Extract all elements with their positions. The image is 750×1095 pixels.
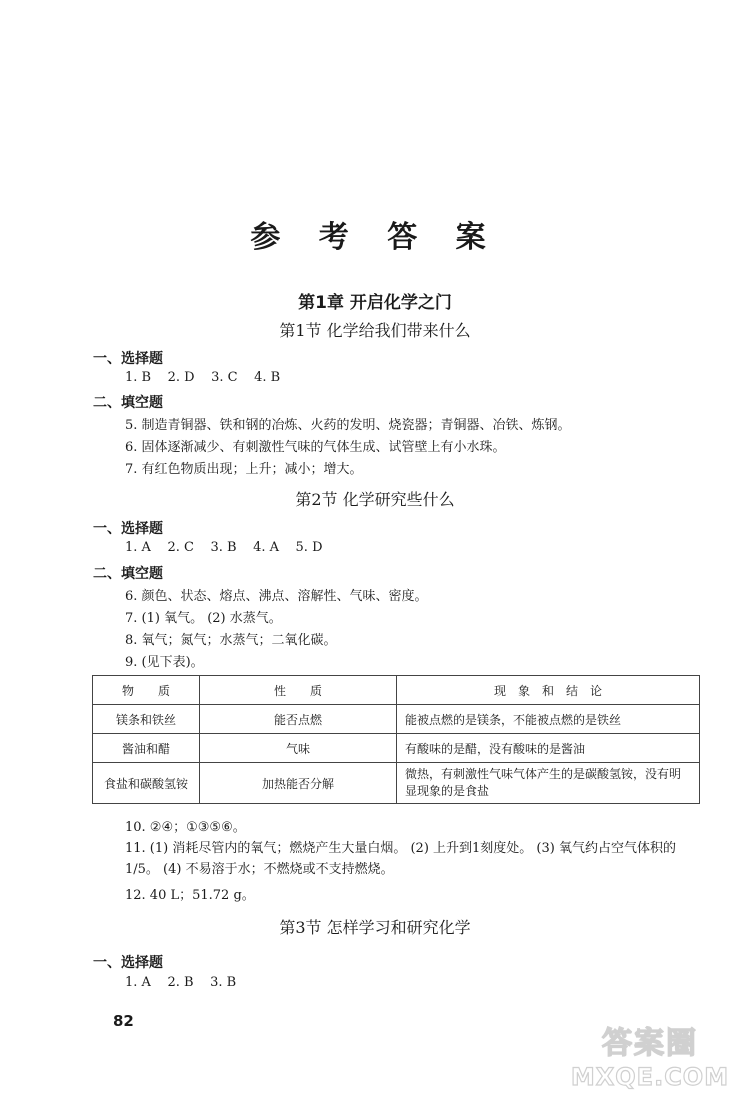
section-2-fill-line-6: 6. 颜色、状态、熔点、沸点、溶解性、气味、密度。 — [125, 589, 428, 604]
page-title: 参 考 答 案 — [250, 220, 500, 255]
section-2-fill-line-7: 7. (1) 氧气。 (2) 水蒸气。 — [125, 611, 282, 626]
table-cell: 酱油和醋 — [93, 734, 200, 763]
table-cell: 镁条和铁丝 — [93, 705, 200, 734]
section-3-mc-answers: 1. A 2. B 3. B — [125, 975, 237, 990]
section-3-mc-label: 一、选择题 — [93, 955, 163, 971]
table-row — [93, 705, 700, 734]
table-header-cell: 物 质 — [93, 676, 200, 705]
table-cell: 能否点燃 — [200, 705, 397, 734]
table-header-row — [93, 676, 700, 705]
section-2-mc-answers: 1. A 2. C 3. B 4. A 5. D — [125, 540, 323, 555]
section-1-fill-label: 二、填空题 — [93, 395, 163, 411]
section-1-heading: 第1节 化学给我们带来什么 — [279, 321, 471, 340]
table-row — [93, 734, 700, 763]
table-cell: 气味 — [200, 734, 397, 763]
section-3-heading: 第3节 怎样学习和研究化学 — [279, 918, 471, 937]
section-2-mc-label: 一、选择题 — [93, 521, 163, 537]
section-1-fill-line-7: 7. 有红色物质出现；上升；减小；增大。 — [125, 462, 363, 477]
answer-12: 12. 40 L；51.72 g。 — [125, 888, 255, 903]
answer-11: 11. (1) 消耗尽管内的氧气；燃烧产生大量白烟。 (2) 上升到1刻度处。 (3) 氧气约占空气体积的1/5。 (4) 不易溶于水；不燃烧或不支持燃烧。 — [125, 841, 676, 877]
table-cell: 食盐和碳酸氢铵 — [93, 763, 200, 804]
table-header-cell: 性 质 — [200, 676, 397, 705]
section-2-fill-label: 二、填空题 — [93, 566, 163, 582]
table-cell: 能被点燃的是镁条，不能被点燃的是铁丝 — [397, 705, 700, 734]
chapter-heading: 第1章 开启化学之门 — [298, 293, 452, 313]
table-row — [93, 763, 700, 804]
page-number: 82 — [113, 1012, 134, 1030]
table-cell: 有酸味的是醋，没有酸味的是酱油 — [397, 734, 700, 763]
table-header-cell: 现 象 和 结 论 — [397, 676, 700, 705]
table-cell: 微热，有刺激性气味气体产生的是碳酸氢铵，没有明显现象的是食盐 — [397, 763, 700, 804]
section-1-fill-line-5: 5. 制造青铜器、铁和钢的冶炼、火药的发明、烧瓷器；青铜器、冶铁、炼钢。 — [125, 418, 571, 433]
svg-text:答案圈: 答案圈 — [602, 1026, 698, 1061]
answer-table — [92, 675, 700, 804]
section-2-fill-line-9: 9. (见下表)。 — [125, 655, 204, 670]
watermark-logo — [550, 1015, 750, 1095]
table-cell: 加热能否分解 — [200, 763, 397, 804]
section-2-fill-line-8: 8. 氧气；氮气；水蒸气；二氧化碳。 — [125, 633, 337, 648]
answer-10: 10. ②④；①③⑤⑥。 — [125, 820, 246, 835]
section-1-mc-answers: 1. B 2. D 3. C 4. B — [125, 370, 281, 385]
section-1-fill-line-6: 6. 固体逐渐减少、有刺激性气味的气体生成、试管壁上有小水珠。 — [125, 440, 506, 455]
section-2-heading: 第2节 化学研究些什么 — [295, 490, 455, 509]
svg-text:MXQE.COM: MXQE.COM — [570, 1063, 730, 1091]
section-1-mc-label: 一、选择题 — [93, 351, 163, 367]
